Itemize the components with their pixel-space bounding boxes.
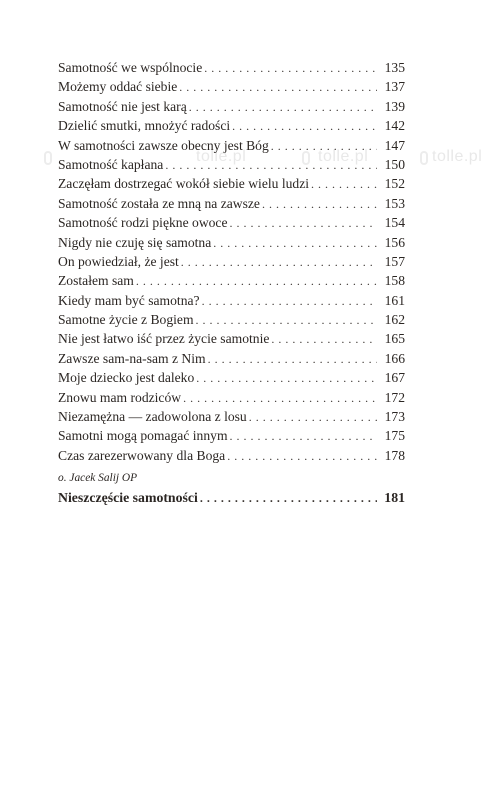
toc-entry-title: Nie jest łatwo iść przez życie samotnie <box>58 331 270 347</box>
dot-leader <box>183 389 377 408</box>
dot-leader <box>232 117 377 136</box>
toc-entry-page: 178 <box>384 447 405 463</box>
toc-entry-page: 135 <box>384 60 405 75</box>
toc-entry-page: 137 <box>384 79 405 95</box>
dot-leader <box>230 214 378 233</box>
toc-entry-page: 147 <box>384 137 405 153</box>
toc-entry-title: Samotne życie z Bogiem <box>58 312 194 328</box>
toc-entry-page: 172 <box>384 389 405 405</box>
toc-entry-title: Kiedy mam być samotna? <box>58 292 200 308</box>
chapter-heading <box>58 488 405 507</box>
toc-entry-title: Niezamężna — zadowolona z losu <box>58 409 247 425</box>
toc-entry-page: 150 <box>384 156 405 172</box>
toc-entry-page: 142 <box>384 118 405 134</box>
chapter-title: Nieszczęście samotności <box>58 490 198 505</box>
toc-entry-page: 157 <box>384 253 405 269</box>
toc-entry-title: Samotni mogą pomagać innym <box>58 428 228 444</box>
toc-entry <box>58 271 405 290</box>
dot-leader <box>189 98 377 117</box>
toc-entry <box>58 155 405 174</box>
toc-entry-page: 161 <box>384 292 405 308</box>
watermark-text: tolle.pl <box>196 148 247 165</box>
toc-entry-page: 156 <box>384 234 405 250</box>
toc-entry-page: 165 <box>384 331 405 347</box>
toc-entry-title: Zostałem sam <box>58 273 134 289</box>
toc-entry-title: Samotność została ze mną na zawsze <box>58 195 260 211</box>
dot-leader <box>181 253 377 272</box>
dot-leader <box>271 137 377 156</box>
toc-entry-title: Czas zarezerwowany dla Boga <box>58 447 226 463</box>
toc-entry <box>58 446 405 465</box>
dot-leader <box>311 175 377 194</box>
toc-entry <box>58 116 405 135</box>
dot-leader <box>271 330 377 349</box>
toc-entry <box>58 252 405 271</box>
toc-entry-title: Dzielić smutki, mnożyć radości <box>58 118 231 134</box>
toc-entry-page: 167 <box>384 370 405 386</box>
toc-entry <box>58 407 405 426</box>
toc-entry-page: 152 <box>384 176 405 192</box>
toc-entry-title: Znowu mam rodziców <box>58 389 182 405</box>
toc-entry-title: Moje dziecko jest daleko <box>58 370 195 386</box>
dot-leader <box>262 195 377 214</box>
toc-entry-page: 154 <box>384 215 405 231</box>
dot-leader <box>249 408 377 427</box>
chapter-page: 181 <box>384 490 405 505</box>
dot-leader <box>208 350 377 369</box>
toc-entry-page: 162 <box>384 312 405 328</box>
table-of-contents <box>58 58 405 465</box>
watermark-text: tolle.pl <box>318 148 369 165</box>
dot-leader <box>230 427 377 446</box>
toc-chapter-entry <box>58 488 405 507</box>
dot-leader <box>196 311 377 330</box>
toc-entry <box>58 58 405 77</box>
toc-entry <box>58 174 405 193</box>
dot-leader <box>196 369 377 388</box>
toc-entry <box>58 97 405 116</box>
toc-entry-page: 166 <box>384 350 405 366</box>
dot-leader <box>204 59 377 78</box>
toc-entry-title: Samotność rodzi piękne owoce <box>58 215 228 231</box>
toc-entry-title: Samotność we wspólnocie <box>58 60 203 75</box>
dot-leader <box>136 272 377 291</box>
toc-entry-title: Zawsze sam-na-sam z Nim <box>58 350 206 366</box>
toc-entry <box>58 426 405 445</box>
dot-leader <box>200 489 377 508</box>
toc-entry <box>58 368 405 387</box>
dot-leader <box>202 292 377 311</box>
toc-entry-page: 158 <box>384 273 405 289</box>
watermark-candle-icon <box>44 151 52 165</box>
dot-leader <box>227 447 377 466</box>
toc-entry <box>58 194 405 213</box>
toc-entry <box>58 77 405 96</box>
toc-entry <box>58 213 405 232</box>
toc-entry-page: 139 <box>384 98 405 114</box>
toc-entry <box>58 233 405 252</box>
toc-entry-title: Samotność nie jest karą <box>58 98 187 114</box>
toc-entry-title: Nigdy nie czuję się samotna <box>58 234 212 250</box>
toc-entry-page: 173 <box>384 409 405 425</box>
toc-entry-title: W samotności zawsze obecny jest Bóg <box>58 137 269 153</box>
toc-entry-title: Zaczęłam dostrzegać wokół siebie wielu ludzi <box>58 176 310 192</box>
watermark-candle-icon <box>420 151 428 165</box>
toc-entry <box>58 310 405 329</box>
dot-leader <box>213 234 377 253</box>
toc-entry-title: Samotność kapłana <box>58 156 164 172</box>
section-author: o. Jacek Salij OP <box>58 472 138 484</box>
toc-entry-title: Możemy oddać siebie <box>58 79 178 95</box>
toc-entry <box>58 349 405 368</box>
toc-entry-page: 153 <box>384 195 405 211</box>
toc-entry-page: 175 <box>384 428 405 444</box>
toc-entry <box>58 291 405 310</box>
toc-entry <box>58 329 405 348</box>
toc-entry <box>58 388 405 407</box>
dot-leader <box>165 156 377 175</box>
toc-entry <box>58 136 405 155</box>
dot-leader <box>179 78 377 97</box>
toc-entry-title: On powiedział, że jest <box>58 253 179 269</box>
watermark-text: tolle.pl <box>432 148 483 165</box>
